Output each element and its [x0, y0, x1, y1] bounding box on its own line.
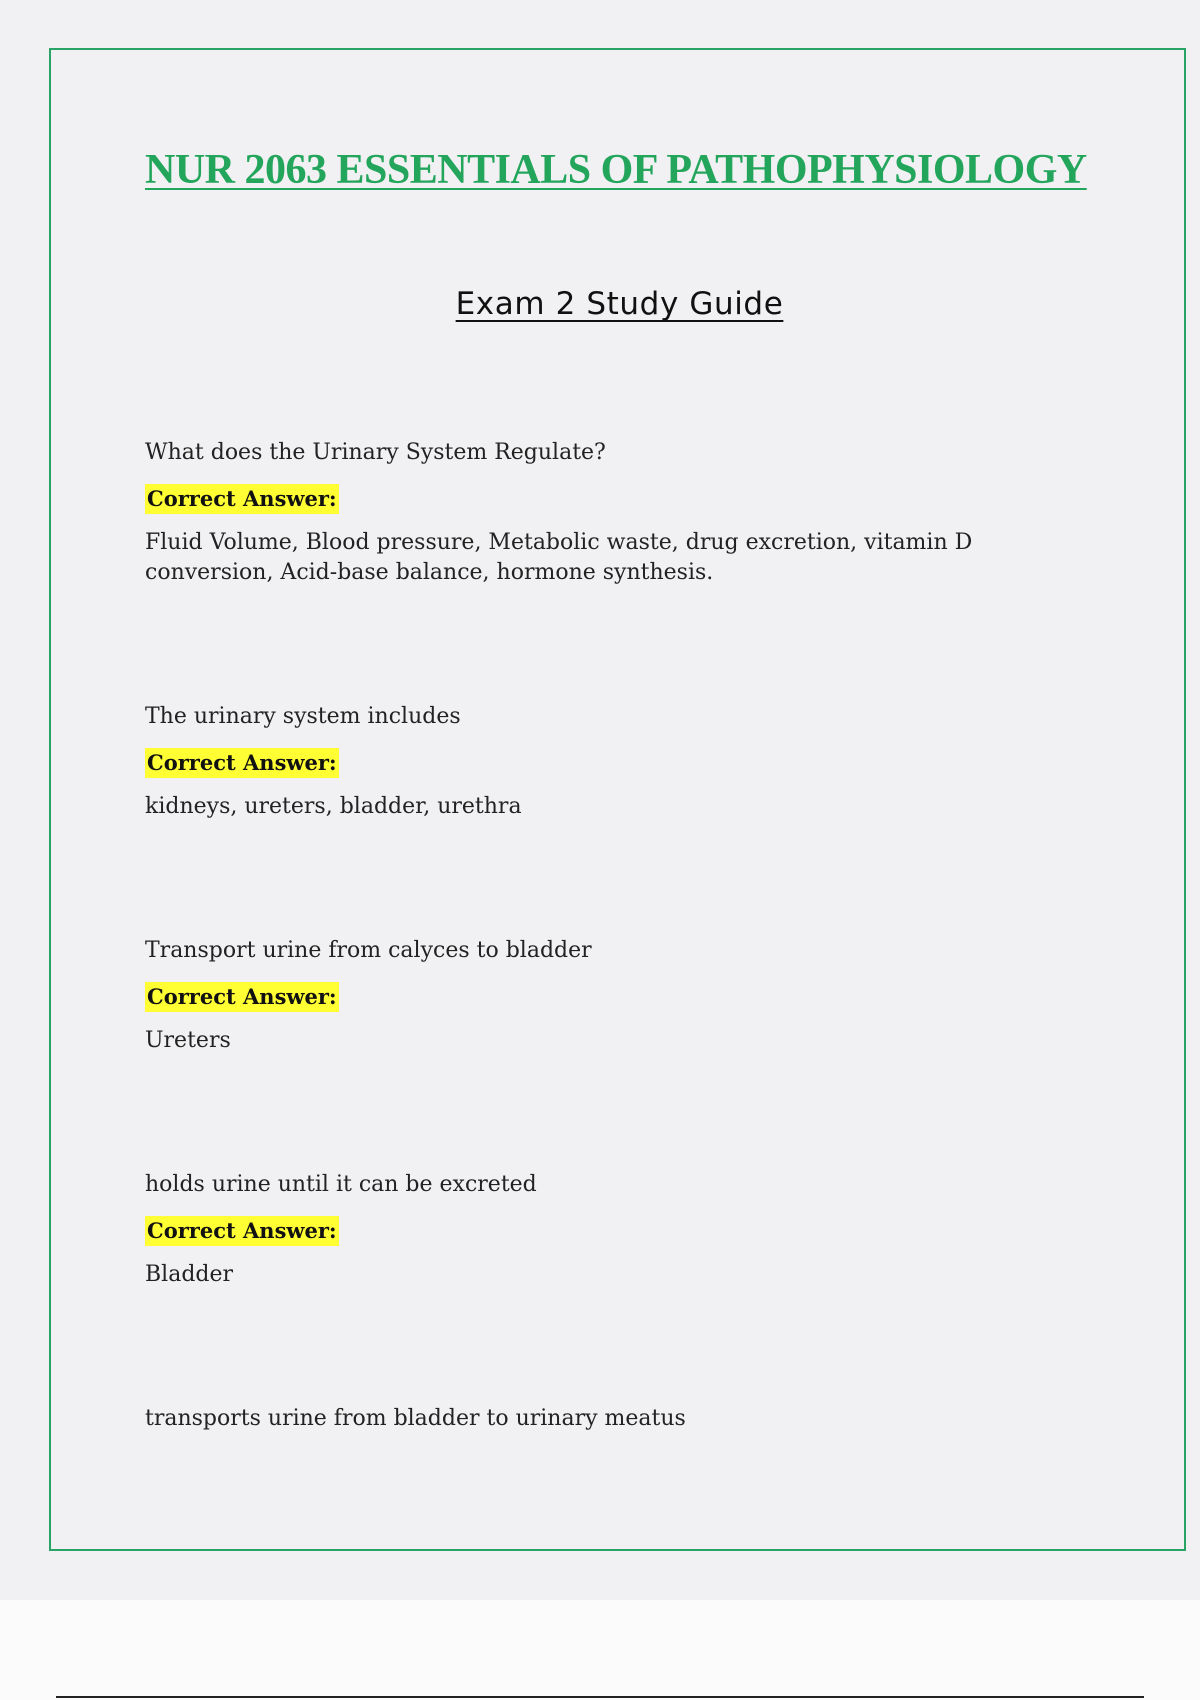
qa-item — [145, 1404, 1105, 1434]
next-page-area — [0, 1600, 1200, 1700]
question-text: holds urine until it can be excreted — [145, 1172, 537, 1197]
question-text: What does the Urinary System Regulate? — [145, 440, 606, 465]
answer-text: Bladder — [145, 1262, 234, 1287]
correct-answer-label: Correct Answer: — [145, 748, 339, 778]
correct-answer-label: Correct Answer: — [145, 1216, 339, 1246]
qa-item — [145, 1170, 1105, 1290]
document-subtitle: Exam 2 Study Guide — [455, 286, 784, 322]
qa-item — [145, 702, 1105, 822]
correct-answer-label: Correct Answer: — [145, 982, 339, 1012]
document-title: NUR 2063 ESSENTIALS OF PATHOPHYSIOLOGY — [145, 147, 1087, 193]
answer-text: Ureters — [145, 1028, 231, 1053]
answer-text: kidneys, ureters, bladder, urethra — [145, 794, 522, 819]
qa-item — [145, 438, 1105, 588]
question-text: The urinary system includes — [145, 704, 461, 729]
document-page — [49, 48, 1186, 1551]
question-text: transports urine from bladder to urinary meatus — [145, 1406, 686, 1431]
correct-answer-label: Correct Answer: — [145, 484, 339, 514]
page-divider-line — [56, 1696, 1144, 1698]
qa-item — [145, 936, 1105, 1056]
answer-text: Fluid Volume, Blood pressure, Metabolic waste, drug excretion, vitamin D conversion, Acid-base balance, hormone synthesis. — [145, 530, 973, 585]
question-text: Transport urine from calyces to bladder — [145, 938, 592, 963]
